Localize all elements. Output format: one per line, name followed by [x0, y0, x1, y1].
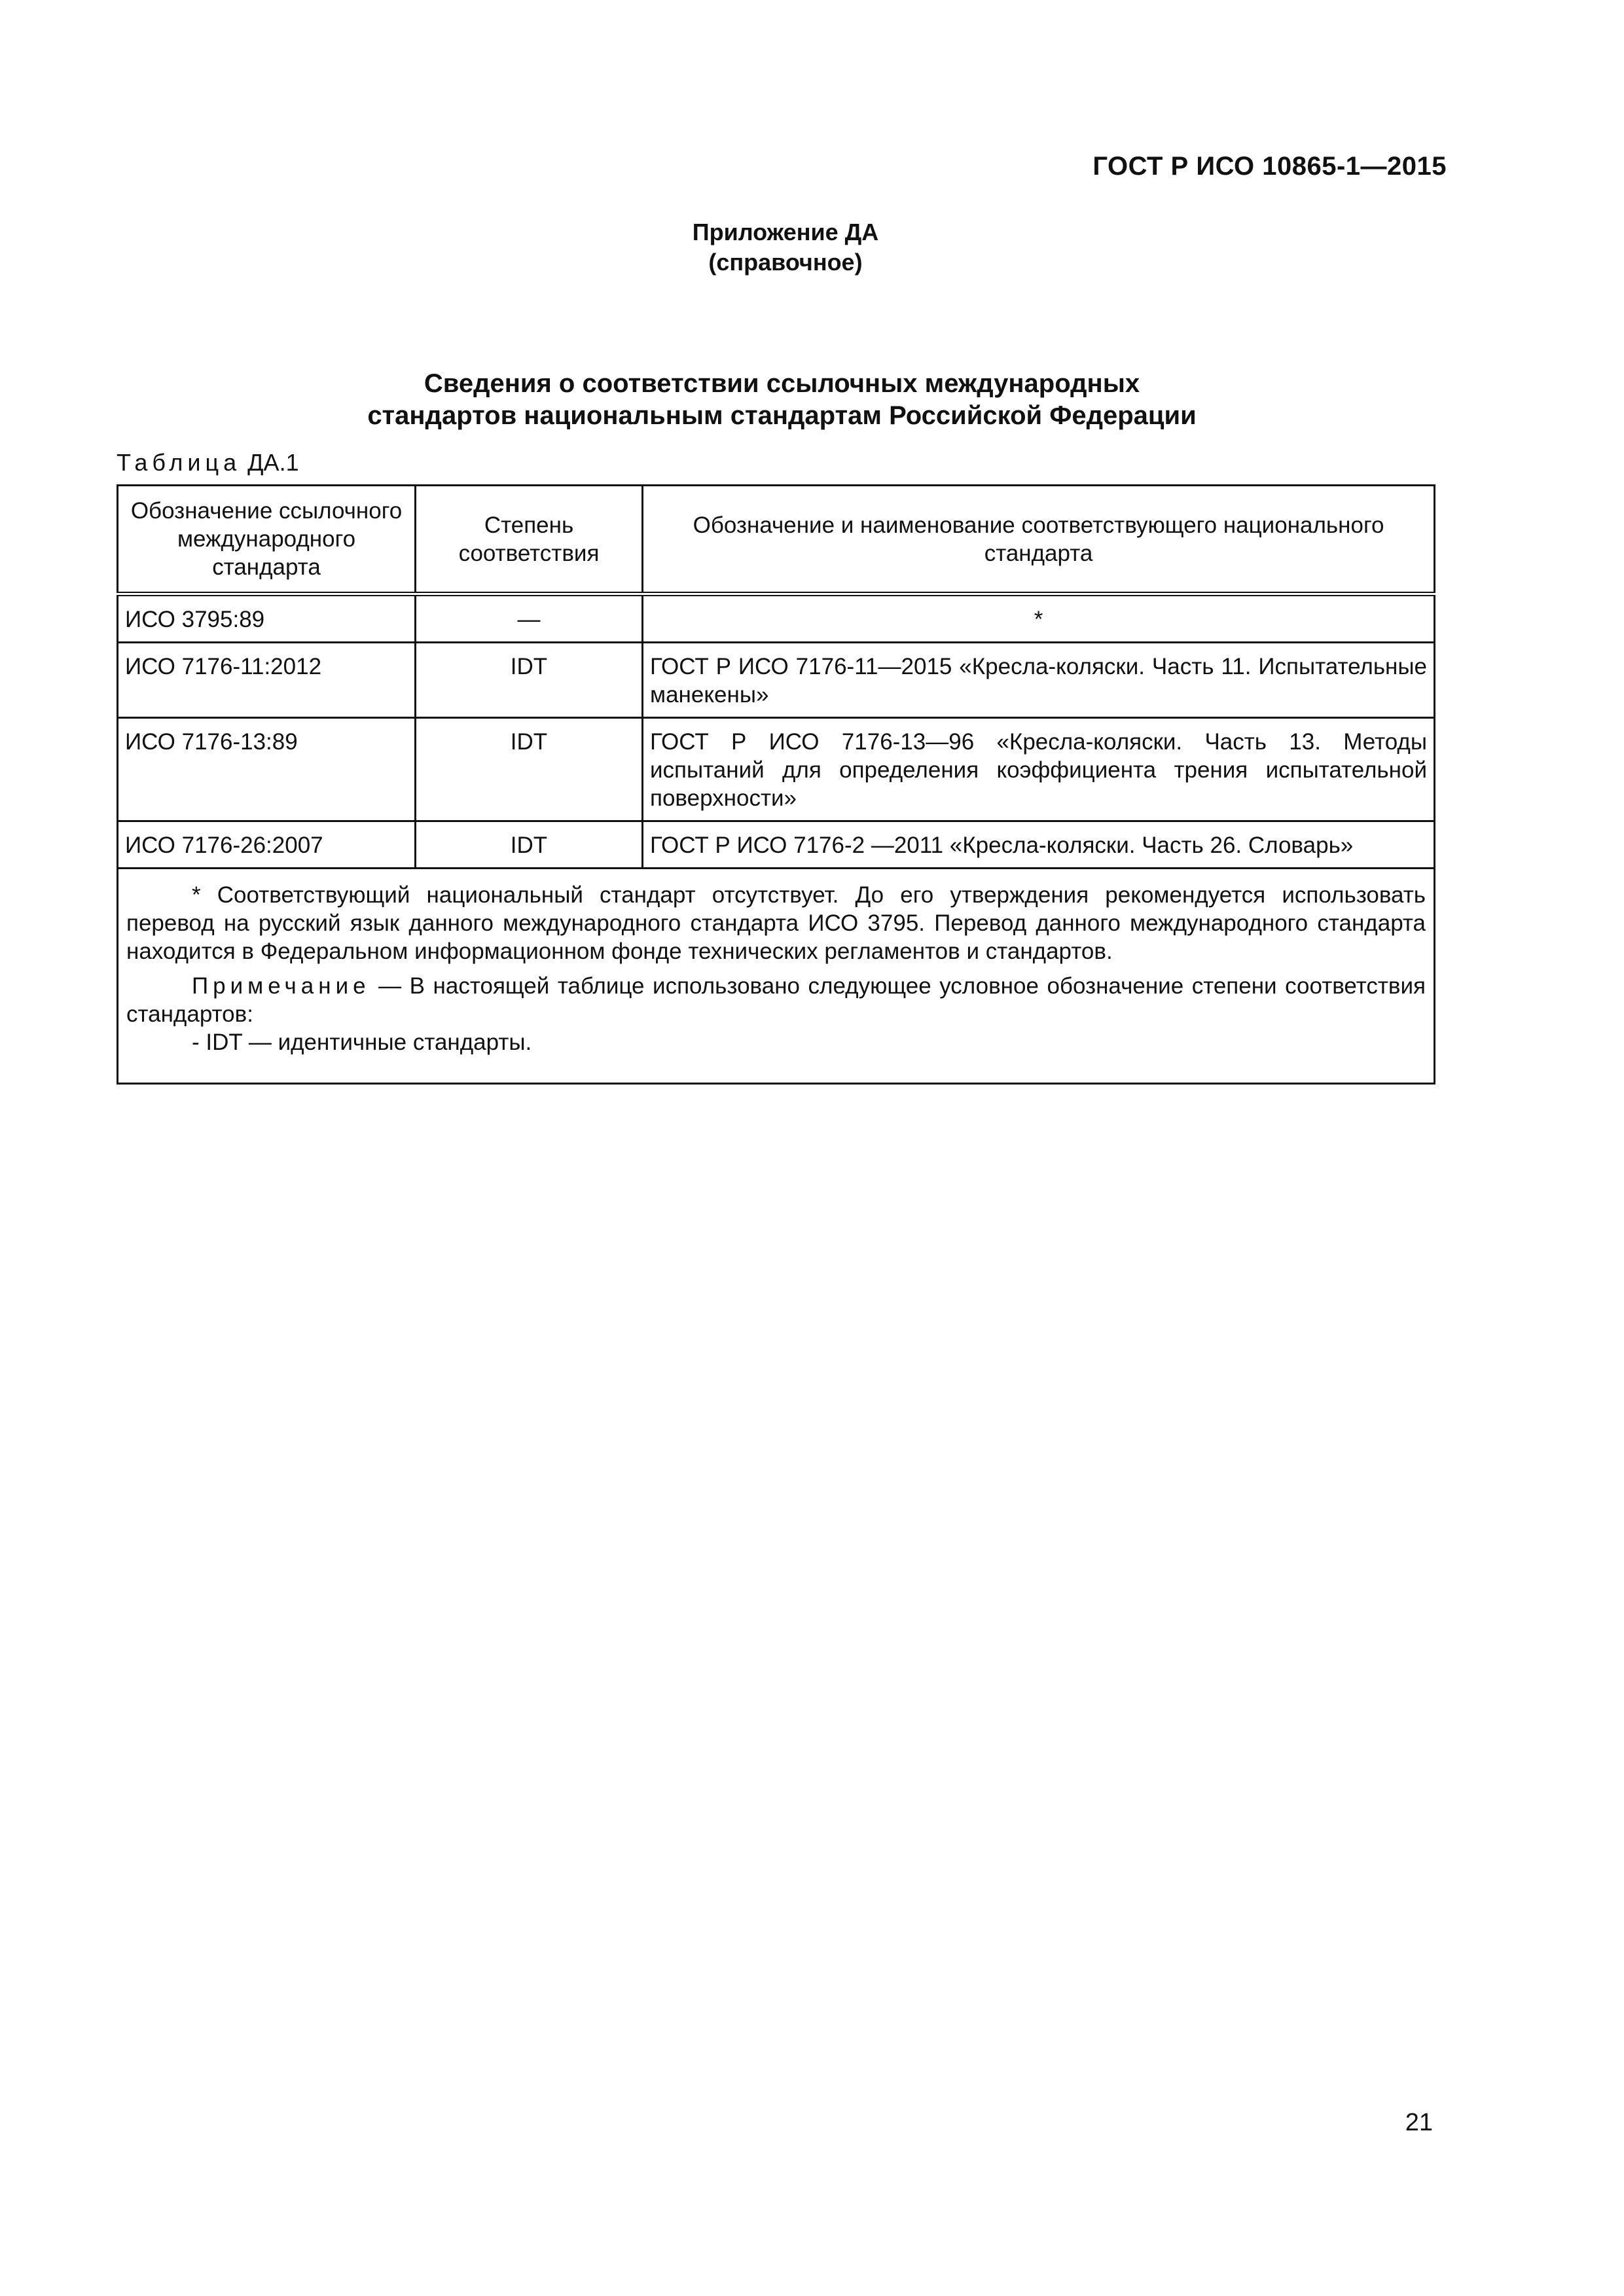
cell-national: ГОСТ Р ИСО 7176-2 —2011 «Кресла-коляски. Часть 26. Словарь» [643, 821, 1435, 869]
table-header-row [118, 486, 1435, 594]
table-caption [117, 449, 299, 476]
appendix-label: Приложение ДА [692, 219, 879, 245]
cell-intl: ИСО 7176-13:89 [118, 718, 416, 821]
document-code: ГОСТ Р ИСО 10865-1—2015 [1092, 152, 1447, 181]
table-row [118, 718, 1435, 821]
cell-intl: ИСО 3795:89 [118, 594, 416, 643]
title-line-2: стандартов национальным стандартам Российской Федерации [367, 401, 1197, 430]
table-footer-row [118, 869, 1435, 1084]
header-intl-standard: Обозначение ссылочного международного стандарта [118, 486, 416, 594]
appendix-heading [0, 217, 1571, 278]
cell-intl: ИСО 7176-26:2007 [118, 821, 416, 869]
appendix-type: (справочное) [708, 249, 863, 276]
note-text: — В настоящей таблице использовано следующее условное обозначение степени соответствия стандартов: [126, 973, 1426, 1027]
title-line-1: Сведения о соответствии ссылочных международных [424, 369, 1140, 398]
cell-degree: IDT [416, 821, 643, 869]
table-caption-word: Таблица [117, 449, 242, 476]
table-note [126, 972, 1426, 1028]
header-national-standard: Обозначение и наименование соответствующего национального стандарта [643, 486, 1435, 594]
cell-degree: IDT [416, 718, 643, 821]
header-degree: Степень соответствия [416, 486, 643, 594]
cell-degree: — [416, 594, 643, 643]
page-number: 21 [1405, 2109, 1433, 2136]
cell-intl: ИСО 7176-11:2012 [118, 643, 416, 718]
note-label: Примечание [192, 973, 370, 999]
table-row [118, 643, 1435, 718]
table-row [118, 821, 1435, 869]
cell-national: ГОСТ Р ИСО 7176-11—2015 «Кресла-коляски. Часть 11. Испытательные манекены» [643, 643, 1435, 718]
section-title [0, 368, 1564, 432]
cell-national: ГОСТ Р ИСО 7176-13—96 «Кресла-коляски. Часть 13. Методы испытаний для определения коэффициента трения испытательной поверхности» [643, 718, 1435, 821]
table-caption-number: ДА.1 [247, 449, 299, 476]
table-row [118, 594, 1435, 643]
cell-degree: IDT [416, 643, 643, 718]
note-item: - IDT — идентичные стандарты. [192, 1030, 532, 1055]
cell-national: * [643, 594, 1435, 643]
table-footer [118, 869, 1435, 1084]
table-footnote: * Соответствующий национальный стандарт отсутствует. До его утверждения рекомендуется использовать перевод на русский язык данного международного стандарта ИСО 3795. Перевод данного международного стандарта находится в Федеральном информационном фонде технических регламентов и стандартов. [126, 882, 1426, 964]
correspondence-table [117, 484, 1435, 1085]
